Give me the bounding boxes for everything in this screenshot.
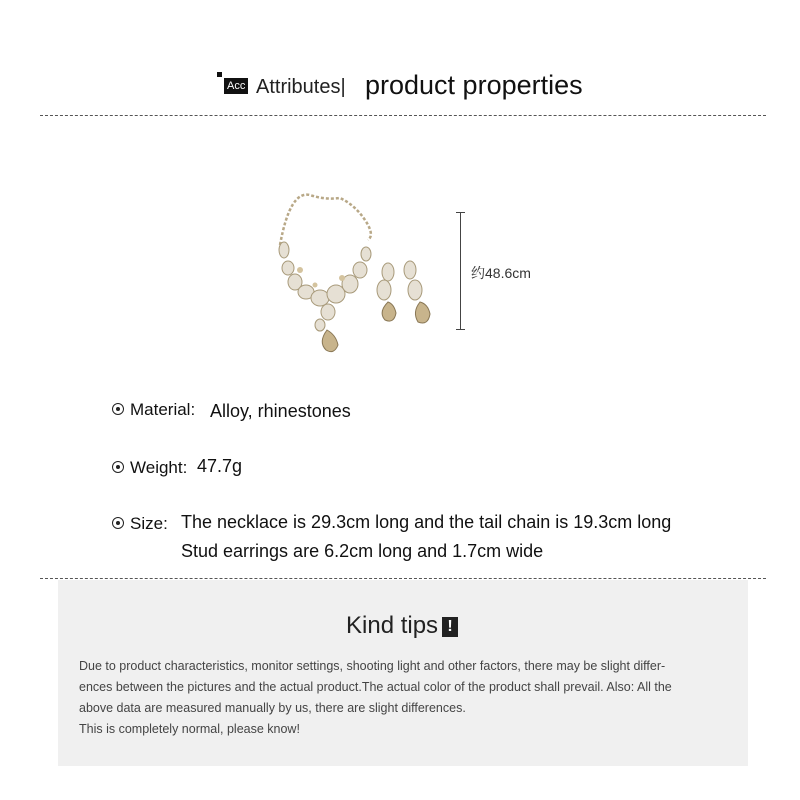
tips-line: above data are measured manually by us, there are slight differences. — [79, 701, 466, 715]
size-value-line2: Stud earrings are 6.2cm long and 1.7cm wide — [181, 541, 544, 561]
header — [0, 68, 800, 108]
material-label: Material: — [112, 400, 195, 420]
necklace-earrings-image — [270, 190, 470, 360]
dimension-label: 约48.6cm — [471, 265, 531, 281]
bullet-icon — [112, 403, 124, 415]
exclamation-icon: ! — [442, 617, 458, 637]
header-subtitle: Attributes| — [256, 76, 346, 98]
material-value: Alloy, rhinestones — [210, 401, 351, 421]
kind-tips-title: Kind tips ! — [346, 612, 458, 640]
bullet-icon — [112, 517, 124, 529]
header-dot — [217, 72, 222, 77]
size-label: Size: — [112, 514, 168, 534]
tips-line: ences between the pictures and the actual product.The actual color of the product shall prevail. Also: All the — [79, 680, 672, 694]
tips-line: This is completely normal, please know! — [79, 722, 300, 736]
divider-top — [40, 115, 766, 116]
kind-tips-text — [79, 656, 739, 740]
weight-label: Weight: — [112, 458, 187, 478]
bullet-icon — [112, 461, 124, 473]
dimension-line — [458, 212, 464, 330]
kind-tips-panel — [58, 580, 748, 766]
tips-line: Due to product characteristics, monitor settings, shooting light and other factors, there may be slight differ- — [79, 659, 666, 673]
header-tag: Acc — [224, 78, 248, 94]
page-title: product properties — [365, 70, 583, 100]
size-value-line1: The necklace is 29.3cm long and the tail chain is 19.3cm long — [181, 512, 672, 532]
weight-value: 47.7g — [197, 456, 243, 476]
divider-bottom — [40, 578, 766, 579]
